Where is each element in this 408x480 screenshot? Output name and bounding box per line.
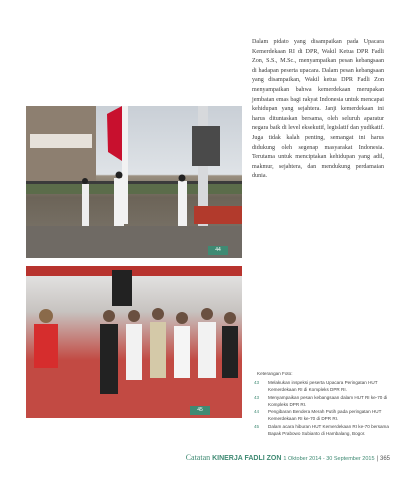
footer-dates: 1 Oktober 2014 - 30 September 2015 [283,456,375,462]
caption-text: Menyampaikan pesan kebangsaan dalam HUT RI ke-70 di Kompleks DPR RI. [268,394,388,407]
stage-illustration [26,266,242,418]
caption-text: Pengibaran Bendera Merah Putih pada peringatan HUT Kemerdekaan RI ke-70 di DPR RI. [268,409,382,421]
caption-text: Dalam acara hiburan HUT Kemerdekaan RI ke-70 bersama Bapak Prabowo Subianto di Hambalang, Bogor. [268,423,389,436]
photo-number-44: 44 [208,246,228,255]
page-number: 365 [379,456,390,462]
footer-title: KINERJA FADLI ZON [212,455,282,462]
caption-item [254,423,394,437]
photo-captions [254,370,394,437]
caption-number: 45 [254,423,260,429]
caption-number: 43 [254,394,260,400]
entertainment-event-photo [26,266,242,418]
caption-text: Melakukan inspeksi peserta Upacara Peringatan HUT Kemerdekaan RI di Kompleks DPR RI. [268,380,378,392]
photo-number-45: 45 [190,406,210,415]
body-paragraph: Dalam pidato yang disampaikan pada Upacara Kemerdekaan RI di DPR, Wakil Ketua DPR Fadli Zon, S.S., M.Sc., menyampaikan pesan kebangsaan di hadapan peserta upacara. Dalam pesan kebangsaan yang disampaikan, Wakil ketua DPR Fadli Zon menyampaikan bahwa kemerdekaan merupakan jembatan emas bagi rakyat Indonesia untuk mencapai kehidupan yang sejahtera. Janji kemerdekaan ini harus dituntaskan bersama, oleh seluruh aparatur negara baik di level eksekutif, legislatif dan yudikatif. Juga tidak kalah penting, semangat ini harus didukung oleh segenap masyarakat Indonesia. Terutama untuk menciptakan kehidupan yang adil, makmur, sejahtera, dan mendukung perdamaian dunia. [252,39,384,180]
caption-item [254,394,394,408]
caption-item [254,408,394,422]
caption-number: 44 [254,409,260,414]
flag-ceremony-illustration [26,106,242,258]
caption-item [254,379,394,393]
captions-title: Keterangan Foto: [257,371,293,376]
footer-label: Catatan [185,453,211,462]
flag-ceremony-photo [26,106,242,258]
page-footer [186,453,390,462]
caption-number: 43 [254,380,260,385]
footer-separator: | [376,456,379,462]
